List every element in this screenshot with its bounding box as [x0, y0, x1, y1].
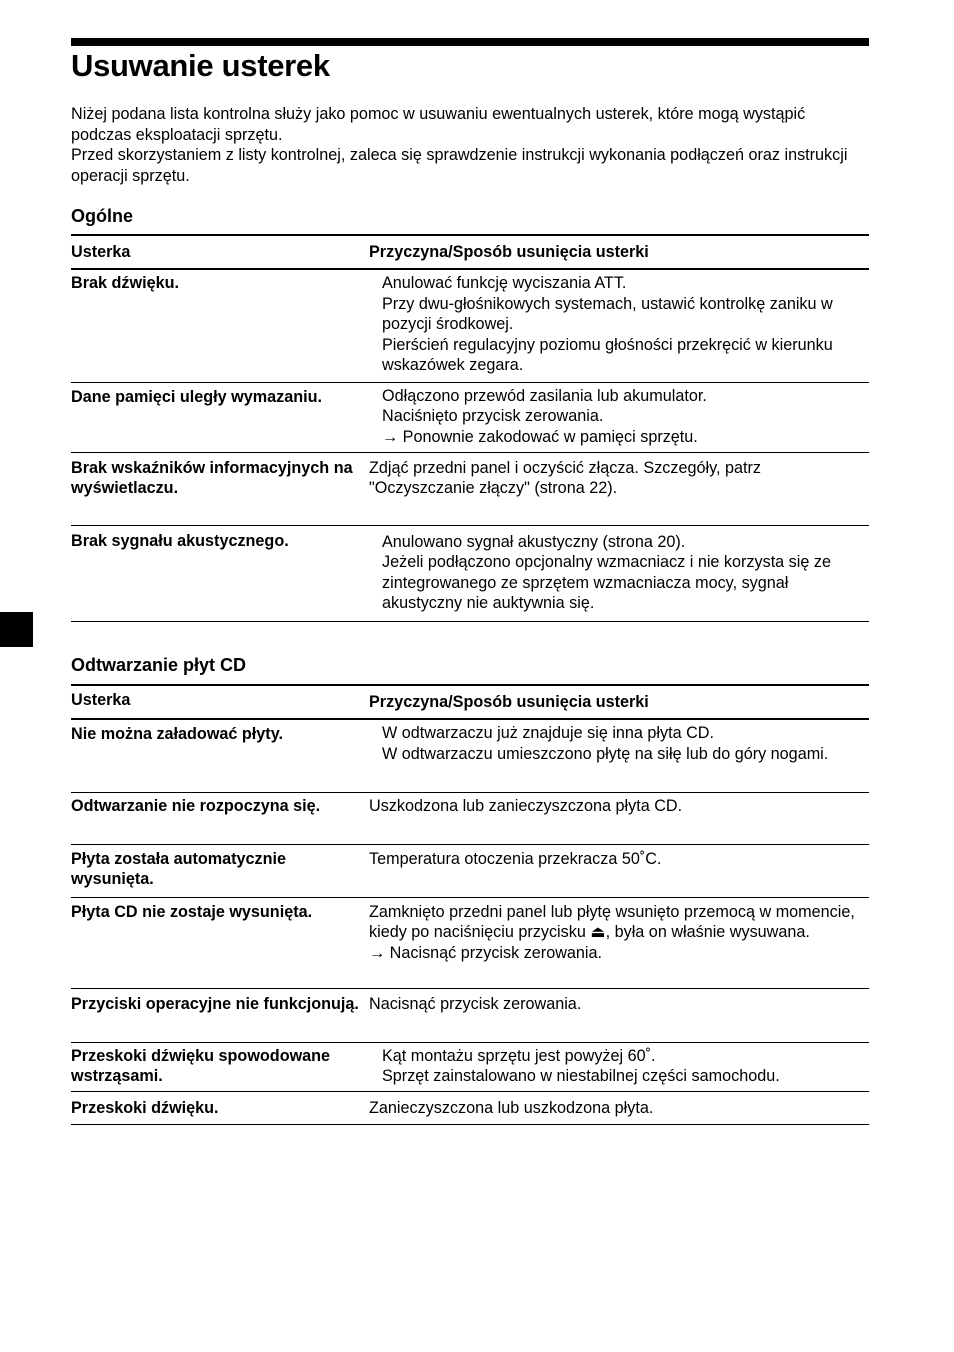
- solution-line: → Nacisnąć przycisk zerowania.: [369, 943, 602, 962]
- solution-line: W odtwarzaczu umieszczono płytę na siłę lub do góry nogami.: [382, 744, 829, 763]
- column-header-solution: Przyczyna/Sposób usunięcia usterki: [369, 235, 869, 269]
- solution-line: Nacisnąć przycisk zerowania.: [369, 994, 582, 1013]
- solution-cell: [369, 382, 869, 452]
- page-side-tab: [0, 612, 33, 647]
- intro-paragraph: Niżej podana lista kontrolna służy jako pomoc w usuwaniu ewentualnych usterek, które mogą wystąpić podczas eksploatacji sprzętu.: [71, 105, 806, 144]
- solution-line: Odłączono przewód zasilania lub akumulator.: [382, 386, 707, 405]
- solution-line: Przy dwu-głośnikowych systemach, ustawić kontrolkę zaniku w pozycji środkowej.: [382, 294, 833, 333]
- problem-cell: Brak sygnału akustycznego.: [71, 531, 289, 550]
- table-row: [71, 844, 869, 897]
- solution-line: Naciśnięto przycisk zerowania.: [382, 407, 604, 425]
- solution-cell: [369, 897, 869, 988]
- solution-line: → Ponownie zakodować w pamięci sprzętu.: [382, 427, 698, 446]
- problem-cell: Brak dźwięku.: [71, 274, 179, 292]
- solution-cell: [369, 525, 869, 621]
- column-header-solution: Przyczyna/Sposób usunięcia usterki: [369, 685, 869, 719]
- table-row: [71, 988, 869, 1042]
- problem-cell: Nie można załadować płyty.: [71, 725, 283, 743]
- solution-cell: [369, 719, 869, 792]
- solution-line: Pierścień regulacyjny poziomu głośności przekręcić w kierunku wskazówek zegara.: [382, 335, 833, 374]
- table-row: [71, 1042, 869, 1091]
- table-cd: [71, 684, 869, 1125]
- solution-cell: [369, 792, 869, 844]
- solution-cell: [369, 1091, 869, 1124]
- solution-cell: [369, 844, 869, 897]
- solution-line: Zdjąć przedni panel i oczyścić złącza. Szczegóły, patrz "Oczyszczanie złączy" (strona 22).: [369, 458, 761, 497]
- solution-line: Anulowano sygnał akustyczny (strona 20).: [382, 532, 686, 551]
- table-row: [71, 382, 869, 452]
- table-row: [71, 719, 869, 792]
- table-row: [71, 1091, 869, 1124]
- title-rule: [71, 38, 869, 46]
- solution-line: Uszkodzona lub zanieczyszczona płyta CD.: [369, 796, 683, 815]
- problem-cell: Przeskoki dźwięku.: [71, 1098, 219, 1117]
- problem-cell: Płyta została automatycznie wysunięta.: [71, 849, 287, 888]
- solution-cell: [369, 1042, 869, 1091]
- section-title-cd: Odtwarzanie płyt CD: [71, 655, 247, 675]
- problem-cell: Dane pamięci uległy wymazaniu.: [71, 387, 322, 406]
- problem-cell: Przyciski operacyjne nie funkcjonują.: [71, 994, 359, 1013]
- solution-line: Zamknięto przedni panel lub płytę wsunięto przemocą w momencie, kiedy po naciśnięciu przycisku ⏏, była on właśnie wysuwana.: [369, 902, 855, 941]
- table-row: [71, 897, 869, 988]
- table-general: [71, 234, 869, 622]
- solution-cell: [369, 269, 869, 382]
- solution-cell: [369, 988, 869, 1042]
- solution-line: Sprzęt zainstalowano w niestabilnej części samochodu.: [382, 1067, 780, 1085]
- solution-line: W odtwarzaczu już znajduje się inna płyta CD.: [382, 724, 714, 742]
- problem-cell: Brak wskaźników informacyjnych na wyświetlaczu.: [71, 458, 353, 497]
- problem-cell: Płyta CD nie zostaje wysunięta.: [71, 902, 313, 921]
- solution-line: Anulować funkcję wyciszania ATT.: [382, 274, 627, 292]
- solution-line: Temperatura otoczenia przekracza 50˚C.: [369, 849, 662, 868]
- table-row: [71, 452, 869, 525]
- problem-cell: Przeskoki dźwięku spowodowane wstrząsami.: [71, 1046, 331, 1085]
- table-row: [71, 525, 869, 621]
- table-row: [71, 792, 869, 844]
- problem-cell: Odtwarzanie nie rozpoczyna się.: [71, 796, 321, 815]
- column-header-problem: Usterka: [71, 685, 369, 719]
- solution-line: Jeżeli podłączono opcjonalny wzmacniacz i nie korzysta się ze zintegrowanego ze sprzętem wzmacniacza mocy, sygnał akustyczny nie auktywnia się.: [382, 553, 831, 612]
- solution-line: Zanieczyszczona lub uszkodzona płyta.: [369, 1098, 654, 1117]
- section-title-general: Ogólne: [71, 206, 133, 226]
- solution-cell: [369, 452, 869, 525]
- column-header-problem: Usterka: [71, 235, 369, 269]
- solution-line: Kąt montażu sprzętu jest powyżej 60˚.: [382, 1046, 656, 1065]
- intro-text: [71, 104, 861, 186]
- table-row: [71, 269, 869, 382]
- page-title: Usuwanie usterek: [71, 48, 330, 83]
- intro-paragraph: Przed skorzystaniem z listy kontrolnej, zaleca się sprawdzenie instrukcji wykonania podłączeń oraz instrukcji operacji sprzętu.: [71, 146, 848, 185]
